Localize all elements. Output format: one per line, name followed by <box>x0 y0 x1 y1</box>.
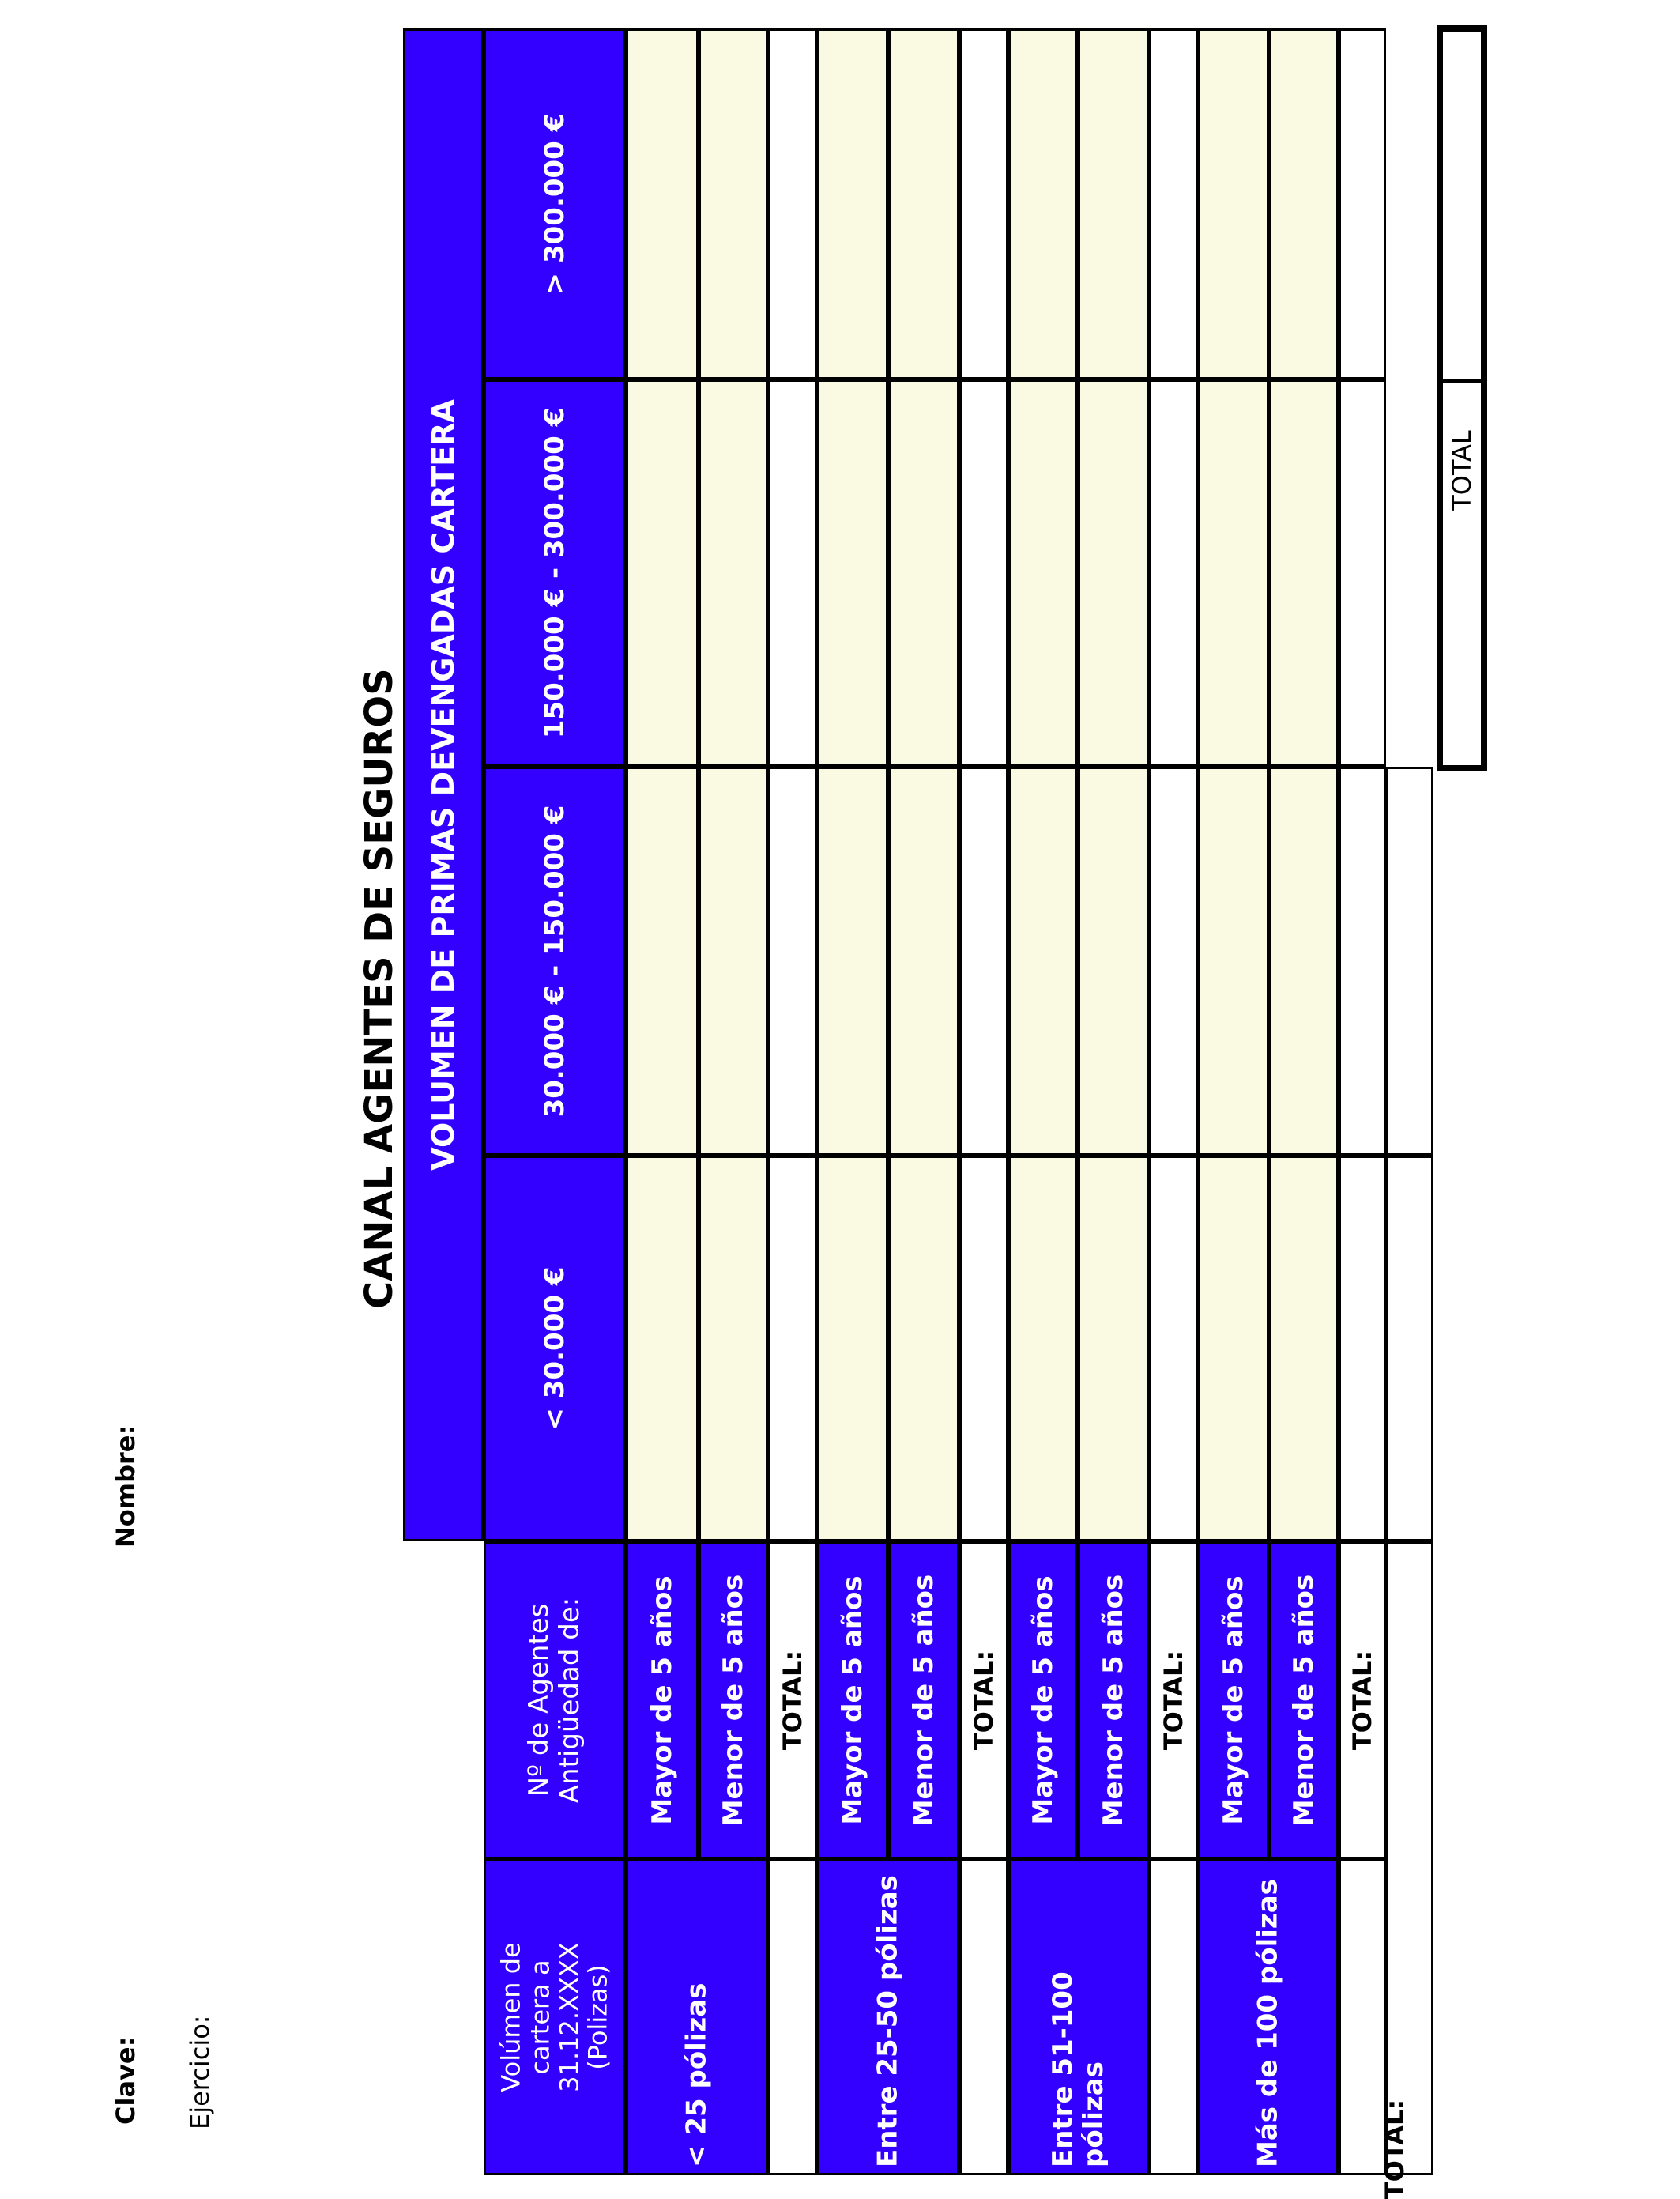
input-cell[interactable] <box>626 28 699 379</box>
total-cell[interactable] <box>1149 28 1198 379</box>
total-cell[interactable] <box>1339 28 1386 379</box>
group-label-3 <box>1198 1859 1339 2175</box>
row-label-text: Mayor de 5 años <box>1218 1575 1249 1825</box>
row-label-3-0 <box>1198 1541 1269 1859</box>
total-cell[interactable] <box>959 28 1008 379</box>
total-cell[interactable] <box>1149 767 1198 1156</box>
row-label-2-0 <box>1008 1541 1078 1859</box>
input-cell[interactable] <box>1269 379 1339 767</box>
input-cell[interactable] <box>817 28 888 379</box>
range-header-2 <box>484 379 626 767</box>
total-cell[interactable] <box>1339 379 1386 767</box>
cartera-header-text-line: 31.12.XXXX <box>554 1942 584 2092</box>
cartera-header-text-line: cartera a <box>525 1959 556 2075</box>
clave-label: Clave: <box>111 2036 141 2125</box>
total-cell[interactable] <box>959 379 1008 767</box>
range-header-text: < 30.000 € <box>539 1266 571 1431</box>
input-cell[interactable] <box>1269 1156 1339 1541</box>
total-cell[interactable] <box>768 379 817 767</box>
total-label-0 <box>768 1541 817 1859</box>
input-cell[interactable] <box>888 28 959 379</box>
input-cell[interactable] <box>699 28 768 379</box>
input-cell[interactable] <box>1008 28 1078 379</box>
total-cell[interactable] <box>959 767 1008 1156</box>
agentes-header-text-line: Antigüedad de: <box>554 1597 586 1804</box>
total-cell[interactable] <box>959 1156 1008 1541</box>
row-label-text: Mayor de 5 años <box>1027 1575 1059 1825</box>
total-cell[interactable] <box>768 28 817 379</box>
range-header-text: 30.000 € - 150.000 € <box>539 805 571 1118</box>
total-label-text: TOTAL: <box>1347 1650 1377 1751</box>
input-cell[interactable] <box>1008 1156 1078 1541</box>
ejercicio-label: Ejercicio: <box>185 2015 215 2129</box>
grand-total-text: TOTAL: <box>1380 2099 1410 2199</box>
input-cell[interactable] <box>1078 379 1149 767</box>
input-cell[interactable] <box>1198 767 1269 1156</box>
input-cell[interactable] <box>1269 767 1339 1156</box>
group-label-text: Más de 100 pólizas <box>1252 1879 1284 2167</box>
input-cell[interactable] <box>1198 379 1269 767</box>
row-label-text: Mayor de 5 años <box>646 1575 678 1825</box>
grand-total-cell[interactable] <box>1386 1156 1433 1541</box>
row-label-1-1 <box>888 1541 959 1859</box>
input-cell[interactable] <box>626 767 699 1156</box>
input-cell[interactable] <box>699 767 768 1156</box>
row-label-0-0 <box>626 1541 699 1859</box>
range-header-0 <box>484 1156 626 1541</box>
volume-header-text: VOLUMEN DE PRIMAS DEVENGADAS CARTERA <box>426 399 461 1171</box>
group-label-text: Entre 25-50 pólizas <box>872 1875 904 2167</box>
row-label-text: Menor de 5 años <box>1288 1574 1320 1827</box>
row-label-text: Menor de 5 años <box>718 1574 749 1827</box>
group-label-text: Entre 51-100 pólizas <box>1046 1971 1109 2167</box>
total-cell[interactable] <box>768 1156 817 1541</box>
total-spacer <box>1149 1859 1198 2175</box>
range-header-1 <box>484 767 626 1156</box>
row-label-0-1 <box>699 1541 768 1859</box>
total-cell[interactable] <box>1149 379 1198 767</box>
total-label-3 <box>1339 1541 1386 1859</box>
input-cell[interactable] <box>1078 767 1149 1156</box>
input-cell[interactable] <box>817 1156 888 1541</box>
total-cell[interactable] <box>1339 1156 1386 1541</box>
total-label-1 <box>959 1541 1008 1859</box>
group-label-1 <box>817 1859 959 2175</box>
input-cell[interactable] <box>1078 28 1149 379</box>
input-cell[interactable] <box>626 379 699 767</box>
total-box[interactable] <box>1437 25 1487 771</box>
total-box-divider <box>1443 379 1481 383</box>
row-label-2-1 <box>1078 1541 1149 1859</box>
cartera-header-text-line: (Polizas) <box>582 1964 613 2070</box>
nombre-label: Nombre: <box>111 1424 141 1548</box>
agentes-header <box>484 1541 626 1859</box>
cartera-header <box>484 1859 626 2175</box>
group-label-0 <box>626 1859 768 2175</box>
input-cell[interactable] <box>699 379 768 767</box>
cartera-header-text <box>496 1942 612 2092</box>
input-cell[interactable] <box>1008 767 1078 1156</box>
row-label-text: Menor de 5 años <box>908 1574 940 1827</box>
total-spacer <box>1339 1859 1386 2175</box>
input-cell[interactable] <box>699 1156 768 1541</box>
grand-total-label <box>1380 1541 1433 2199</box>
input-cell[interactable] <box>1198 28 1269 379</box>
cartera-header-text-line: Volúmen de <box>495 1942 526 2092</box>
input-cell[interactable] <box>1008 379 1078 767</box>
range-header-text: > 300.000 € <box>539 112 571 296</box>
total-label-text: TOTAL: <box>969 1650 999 1751</box>
total-spacer <box>768 1859 817 2175</box>
grand-total-cell[interactable] <box>1386 767 1433 1156</box>
input-cell[interactable] <box>888 379 959 767</box>
input-cell[interactable] <box>817 767 888 1156</box>
range-header-3 <box>484 28 626 379</box>
total-cell[interactable] <box>1149 1156 1198 1541</box>
row-label-1-0 <box>817 1541 888 1859</box>
agentes-header-text-line: Nº de Agentes <box>522 1603 555 1797</box>
total-cell[interactable] <box>1339 767 1386 1156</box>
row-label-3-1 <box>1269 1541 1339 1859</box>
input-cell[interactable] <box>888 1156 959 1541</box>
input-cell[interactable] <box>1269 28 1339 379</box>
page-title: CANAL AGENTES DE SEGUROS <box>357 668 401 1309</box>
total-label-text: TOTAL: <box>778 1650 808 1751</box>
agentes-header-text <box>524 1597 586 1803</box>
input-cell[interactable] <box>1198 1156 1269 1541</box>
range-header-text: 150.000 € - 300.000 € <box>539 407 571 739</box>
input-cell[interactable] <box>888 767 959 1156</box>
row-label-text: Menor de 5 años <box>1098 1574 1129 1827</box>
input-cell[interactable] <box>626 1156 699 1541</box>
total-box-label: TOTAL <box>1447 430 1477 511</box>
input-cell[interactable] <box>817 379 888 767</box>
total-spacer <box>959 1859 1008 2175</box>
total-label-text: TOTAL: <box>1158 1650 1188 1751</box>
volume-header <box>403 28 484 1541</box>
total-label-2 <box>1149 1541 1198 1859</box>
group-label-text: < 25 pólizas <box>680 1982 713 2167</box>
group-label-2 <box>1008 1859 1149 2175</box>
input-cell[interactable] <box>1078 1156 1149 1541</box>
total-cell[interactable] <box>768 767 817 1156</box>
row-label-text: Mayor de 5 años <box>837 1575 868 1825</box>
